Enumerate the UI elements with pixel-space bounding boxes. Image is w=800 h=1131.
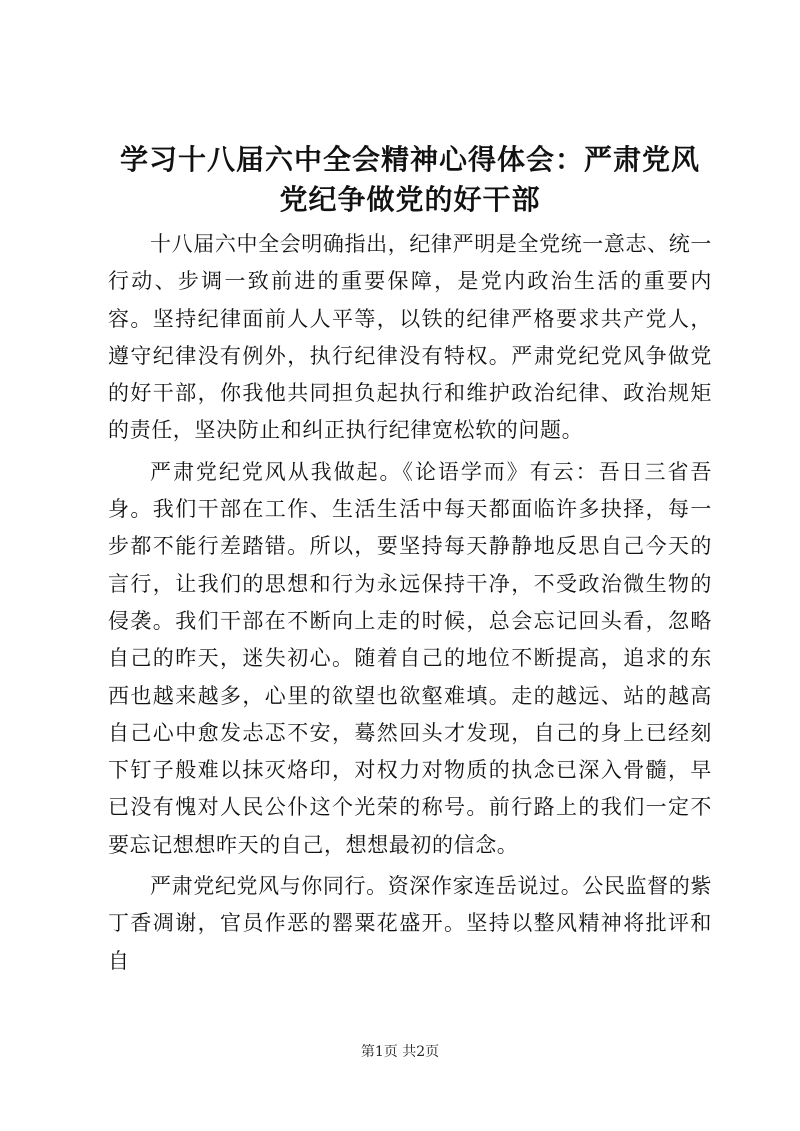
- title-line-1: 学习十八届六中全会精神心得体会：严肃党风: [119, 143, 700, 176]
- document-body: [108, 220, 712, 990]
- document-title: [108, 140, 712, 220]
- document-page: [108, 0, 712, 990]
- paragraph-2: 严肃党纪党风从我做起。《论语学而》有云：吾日三省吾身。我们干部在工作、生活生活中每天都面临许多抉择，每一步都不能行差踏错。所以，要坚持每天静静地反思自己今天的言行，让我们的思想和行为永远保持干净，不受政治微生物的侵袭。我们干部在不断向上走的时候，总会忘记回头看，忽略自己的昨天，迷失初心。随着自己的地位不断提高，追求的东西也越来越多，心里的欲望也欲壑难填。走的越远、站的越高自己心中愈发忐忑不安，蓦然回头才发现，自己的身上已经刻下钉子般难以抹灭烙印，对权力对物质的执念已深入骨髓，早已没有愧对人民公仆这个光荣的称号。前行路上的我们一定不要忘记想想昨天的自己，想想最初的信念。: [108, 459, 712, 857]
- title-line-2: 党纪争做党的好干部: [279, 183, 541, 216]
- page-footer: 第1页 共2页: [360, 1044, 440, 1060]
- paragraph-1: 十八届六中全会明确指出，纪律严明是全党统一意志、统一行动、步调一致前进的重要保障，是党内政治生活的重要内容。坚持纪律面前人人平等，以铁的纪律严格要求共产党人，遵守纪律没有例外，执行纪律没有特权。严肃党纪党风争做党的好干部，你我他共同担负起执行和维护政治纪律、政治规矩的责任，坚决防止和纠正执行纪律宽松软的问题。: [108, 232, 712, 443]
- paragraph-3: 严肃党纪党风与你同行。资深作家连岳说过。公民监督的紫丁香凋谢，官员作恶的罂粟花盛开。坚持以整风精神将批评和自: [108, 874, 712, 973]
